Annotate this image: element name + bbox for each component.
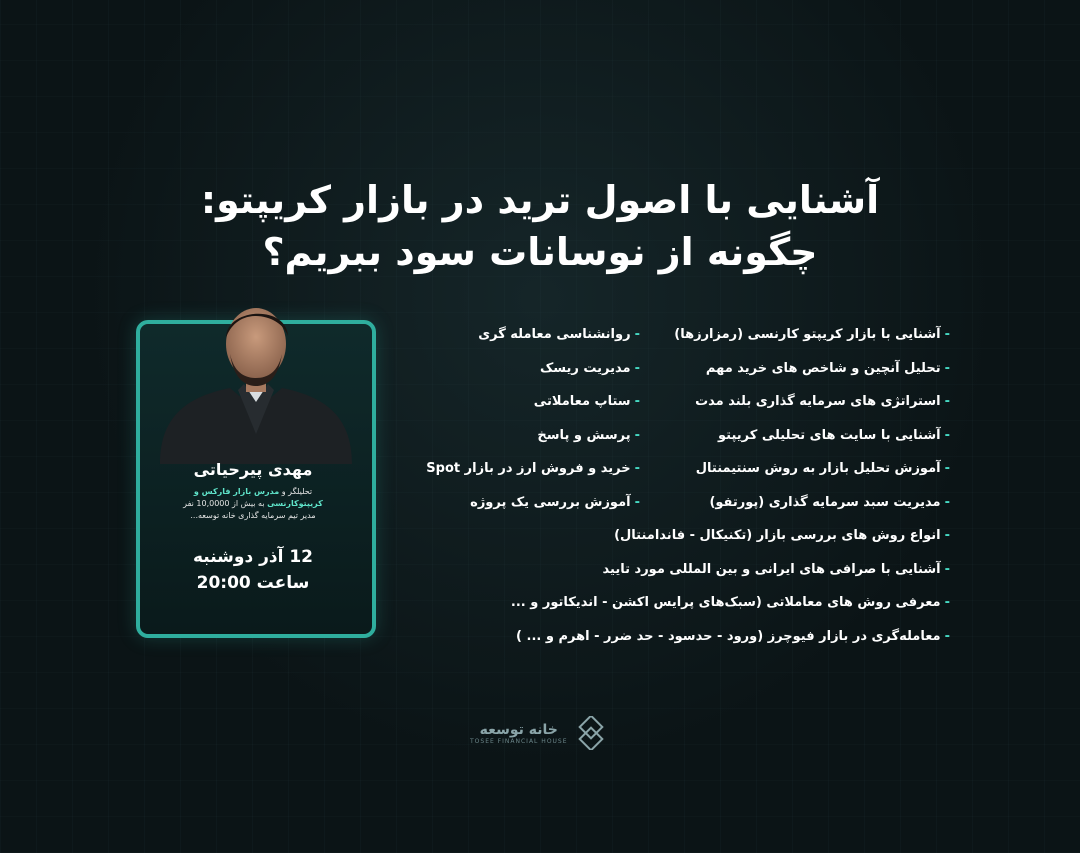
topic-item: آموزش تحلیل بازار به روش سنتیمنتال	[695, 461, 941, 477]
topic-row	[380, 519, 950, 553]
dash: -	[944, 494, 950, 510]
topic-item: مدیریت ریسک	[539, 360, 631, 376]
topic-row	[380, 419, 950, 453]
topic-item: خرید و فروش ارز در بازار Spot	[426, 461, 631, 477]
dash: -	[944, 327, 950, 343]
dash: -	[634, 461, 640, 477]
bio-line1-a: تحلیلگر و	[281, 487, 313, 496]
topic-item: آشنایی با بازار کریپتو کارنسی (رمزارزها)	[674, 327, 941, 343]
topic-item: آشنایی با صرافی های ایرانی و بین المللی مورد تایید	[602, 561, 941, 577]
topic-row	[380, 586, 950, 620]
bio-line2-a: کریپتوکارنسی	[267, 499, 323, 508]
event-time: ساعت 20:00	[196, 573, 310, 593]
topic-item: استراتژی های سرمایه گذاری بلند مدت	[695, 394, 941, 410]
topic-row	[380, 620, 950, 654]
speaker-bio	[150, 486, 356, 522]
dash: -	[944, 461, 950, 477]
speaker-photo	[150, 284, 362, 464]
dash: -	[634, 394, 640, 410]
speaker-name: مهدی پیرحیاتی	[193, 460, 313, 479]
topic-row	[380, 452, 950, 486]
dash: -	[944, 394, 950, 410]
logo-name: خانه توسعه	[479, 721, 558, 738]
dash: -	[944, 427, 950, 443]
bio-line3: مدیر تیم سرمایه گذاری خانه توسعه...	[190, 511, 316, 520]
logo-mark-icon	[574, 716, 608, 750]
dash: -	[944, 595, 950, 611]
dash: -	[944, 528, 950, 544]
dash: -	[944, 561, 950, 577]
event-schedule	[150, 544, 356, 596]
topic-row	[380, 352, 950, 386]
topic-row	[380, 553, 950, 587]
bio-line1-b: مدرس بازار فارکس و	[193, 487, 280, 496]
topic-row	[380, 486, 950, 520]
dash: -	[634, 427, 640, 443]
headline	[180, 174, 900, 278]
topic-item: روانشناسی معامله گری	[478, 327, 631, 343]
dash: -	[944, 628, 950, 644]
topic-row	[380, 318, 950, 352]
bio-line2-b: به بیش از 10,0000 نفر	[183, 499, 265, 508]
dash: -	[634, 360, 640, 376]
topics-list	[380, 318, 950, 653]
topic-row	[380, 385, 950, 419]
dash: -	[634, 327, 640, 343]
headline-line-1: آشنایی با اصول ترید در بازار کریپتو:	[200, 178, 880, 222]
topic-item: پرسش و پاسخ	[537, 427, 631, 443]
topic-item: انواع روش های بررسی بازار (تکنیکال - فاندامنتال)	[614, 528, 941, 544]
topic-item: معامله‌گری در بازار فیوچرز (ورود - حدسود - حد ضرر - اهرم و ... )	[516, 628, 941, 644]
topic-item: آشنایی با سایت های تحلیلی کریپتو	[718, 427, 941, 443]
topic-item: مدیریت سبد سرمایه گذاری (پورتفو)	[709, 494, 941, 510]
topic-item: معرفی روش های معاملاتی (سبک‌های پرایس اکشن - اندیکاتور و ...	[510, 595, 941, 611]
logo-subtitle: TOSEE FINANCIAL HOUSE	[470, 737, 568, 745]
topic-item: ستاپ معاملاتی	[533, 394, 631, 410]
dash: -	[944, 360, 950, 376]
brand-logo	[470, 708, 610, 758]
topic-item: تحلیل آنچین و شاخص های خرید مهم	[705, 360, 941, 376]
event-date: 12 آذر دوشنبه	[192, 547, 314, 567]
topic-item: آموزش بررسی یک پروژه	[470, 494, 631, 510]
dash: -	[634, 494, 640, 510]
headline-line-2: چگونه از نوسانات سود ببریم؟	[262, 230, 818, 274]
